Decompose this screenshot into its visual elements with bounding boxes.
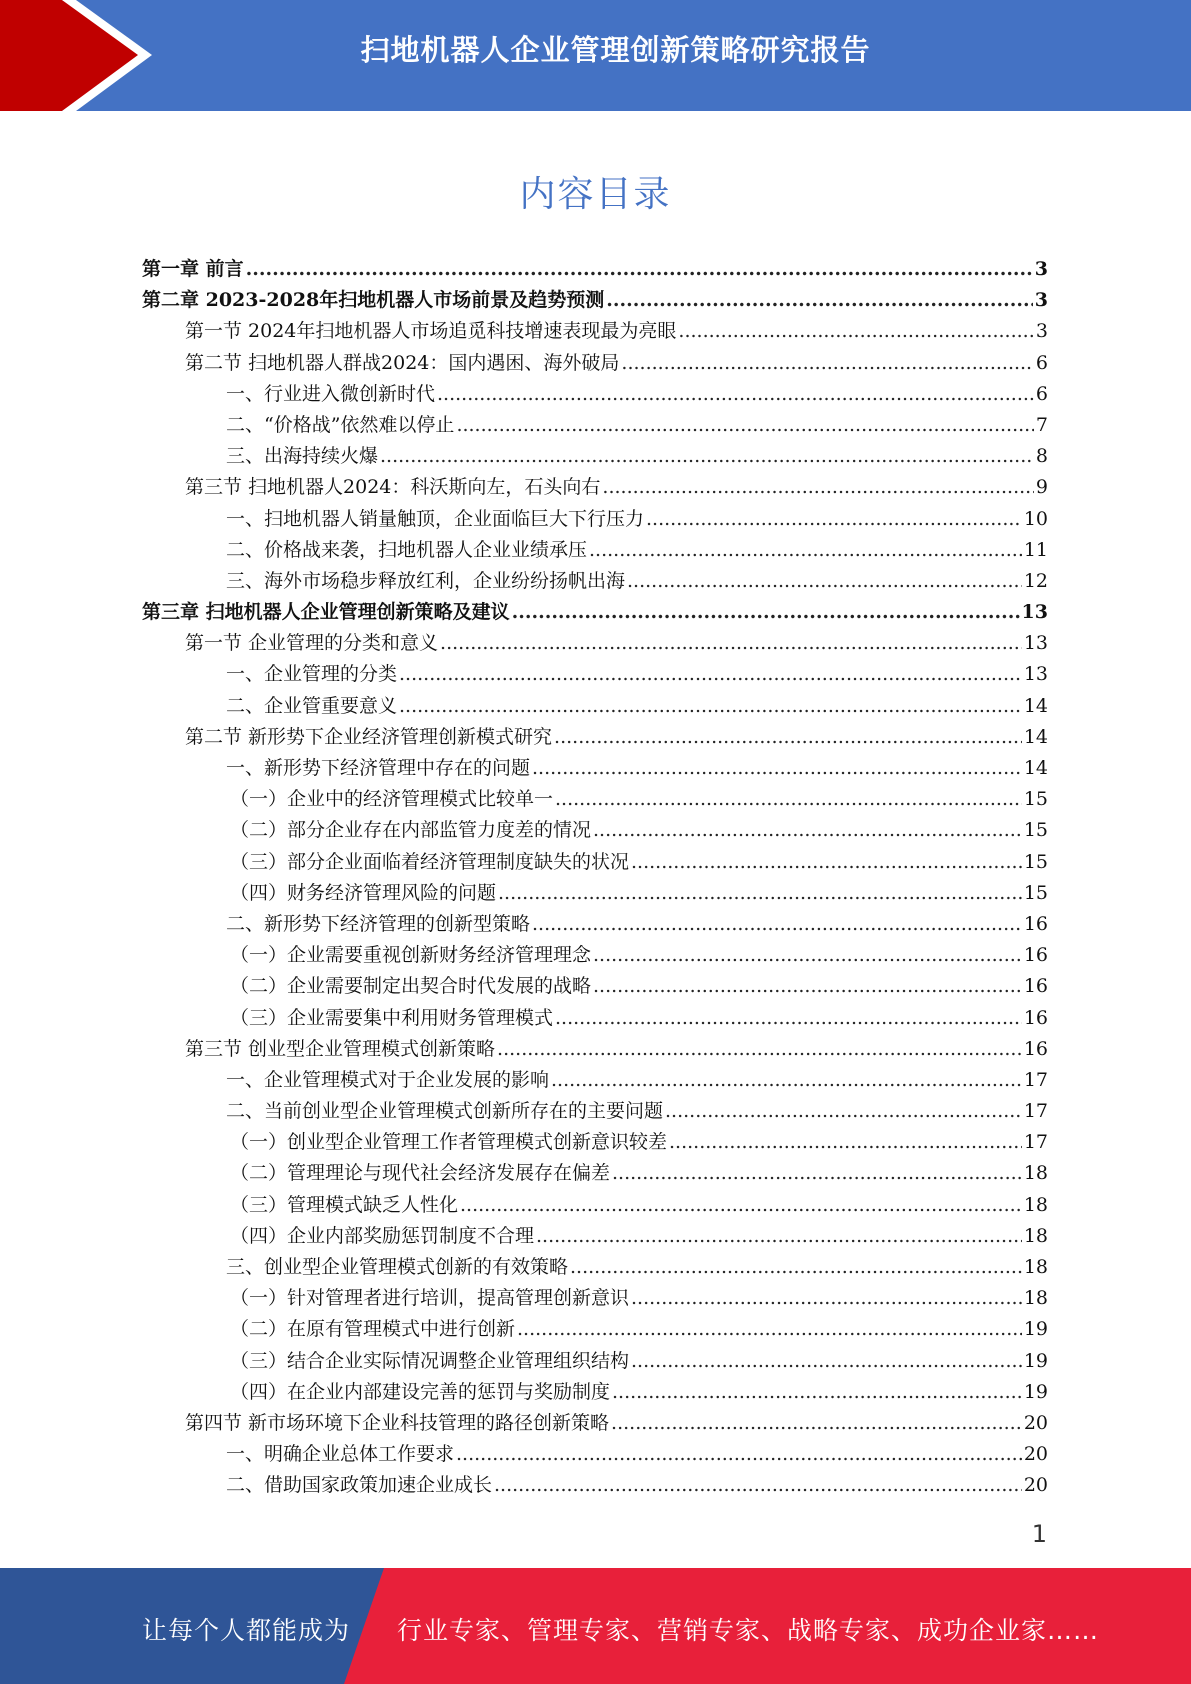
toc-entry-title: 一、企业管理的分类 (226, 663, 398, 686)
toc-entry-title: （四）在企业内部建设完善的惩罚与奖励制度 (230, 1380, 611, 1403)
toc-leader-dots (612, 1377, 1022, 1408)
toc-leader-dots (621, 348, 1034, 379)
toc-entry[interactable] (142, 971, 1048, 1002)
toc-entry-page: 20 (1023, 1474, 1048, 1497)
toc-leader-dots (497, 1034, 1022, 1065)
toc-entry-page: 12 (1023, 569, 1048, 592)
table-of-contents (142, 254, 1048, 1502)
toc-entry[interactable] (142, 379, 1048, 410)
toc-entry-title: （三）企业需要集中利用财务管理模式 (230, 1006, 554, 1029)
toc-entry[interactable] (142, 753, 1048, 784)
toc-entry[interactable] (142, 878, 1048, 909)
toc-entry-title: 一、行业进入微创新时代 (226, 382, 436, 405)
toc-entry-title: （二）在原有管理模式中进行创新 (230, 1318, 516, 1341)
toc-entry-page: 13 (1021, 601, 1048, 624)
footer-slogan-left: 让每个人都能成为 (142, 1616, 351, 1645)
toc-entry-page: 7 (1035, 413, 1048, 436)
toc-leader-dots (589, 535, 1022, 566)
toc-leader-dots (460, 1190, 1022, 1221)
toc-leader-dots (380, 441, 1034, 472)
toc-entry-title: 第二节 新形势下企业经济管理创新模式研究 (185, 725, 553, 748)
toc-entry[interactable] (142, 815, 1048, 846)
toc-entry-title: 第四节 新市场环境下企业科技管理的路径创新策略 (185, 1411, 610, 1434)
page-number: 1 (1031, 1520, 1047, 1548)
toc-entry[interactable] (142, 691, 1048, 722)
toc-leader-dots (678, 316, 1034, 347)
toc-entry-page: 18 (1023, 1224, 1048, 1247)
toc-entry[interactable] (142, 597, 1048, 628)
toc-entry[interactable] (142, 1127, 1048, 1158)
toc-entry[interactable] (142, 1190, 1048, 1221)
toc-leader-dots (517, 1314, 1022, 1345)
toc-leader-dots (456, 410, 1033, 441)
toc-entry[interactable] (142, 909, 1048, 940)
toc-leader-dots (602, 472, 1034, 503)
toc-entry[interactable] (142, 316, 1048, 347)
toc-entry-title: （四）企业内部奖励惩罚制度不合理 (230, 1224, 535, 1247)
toc-entry-title: 二、价格战来袭，扫地机器人企业业绩承压 (226, 538, 588, 561)
toc-entry[interactable] (142, 1408, 1048, 1439)
toc-entry[interactable] (142, 1065, 1048, 1096)
toc-entry-page: 8 (1035, 445, 1048, 468)
toc-entry[interactable] (142, 847, 1048, 878)
toc-leader-dots (631, 1283, 1022, 1314)
toc-entry[interactable] (142, 722, 1048, 753)
toc-entry[interactable] (142, 1377, 1048, 1408)
toc-entry[interactable] (142, 940, 1048, 971)
toc-leader-dots (665, 1096, 1022, 1127)
toc-entry-page: 17 (1023, 1068, 1048, 1091)
footer-slogan-right: 行业专家、管理专家、营销专家、战略专家、成功企业家…… (397, 1616, 1100, 1645)
toc-entry[interactable] (142, 1003, 1048, 1034)
toc-entry-title: （三）部分企业面临着经济管理制度缺失的状况 (230, 850, 630, 873)
toc-entry-page: 6 (1035, 382, 1048, 405)
toc-entry-title: 三、出海持续火爆 (226, 445, 379, 468)
toc-entry-title: （三）管理模式缺乏人性化 (230, 1193, 459, 1216)
toc-leader-dots (627, 566, 1022, 597)
toc-entry[interactable] (142, 784, 1048, 815)
toc-entry[interactable] (142, 1346, 1048, 1377)
toc-entry-title: 一、企业管理模式对于企业发展的影响 (226, 1068, 550, 1091)
toc-leader-dots (437, 379, 1034, 410)
toc-entry[interactable] (142, 1439, 1048, 1470)
toc-entry-page: 16 (1023, 1037, 1048, 1060)
toc-entry-page: 3 (1034, 258, 1048, 280)
toc-entry-page: 11 (1023, 538, 1048, 561)
toc-entry-page: 9 (1035, 476, 1048, 499)
toc-leader-dots (498, 878, 1022, 909)
toc-entry-page: 17 (1023, 1131, 1048, 1154)
toc-entry-title: 三、海外市场稳步释放红利，企业纷纷扬帆出海 (226, 569, 626, 592)
toc-entry[interactable] (142, 504, 1048, 535)
toc-leader-dots (570, 1252, 1022, 1283)
toc-entry-page: 10 (1023, 507, 1048, 530)
toc-entry-title: 二、新形势下经济管理的创新型策略 (226, 912, 531, 935)
toc-entry[interactable] (142, 1096, 1048, 1127)
toc-entry[interactable] (142, 254, 1048, 285)
toc-entry-page: 17 (1023, 1100, 1048, 1123)
toc-entry[interactable] (142, 410, 1048, 441)
toc-entry-page: 19 (1023, 1349, 1048, 1372)
toc-heading: 内容目录 (519, 174, 672, 215)
toc-entry-page: 18 (1023, 1256, 1048, 1278)
toc-entry[interactable] (142, 1158, 1048, 1189)
toc-entry[interactable] (142, 1283, 1048, 1314)
toc-leader-dots (494, 1470, 1022, 1501)
toc-entry-page: 16 (1023, 912, 1048, 935)
header-banner (0, 0, 1191, 111)
toc-entry-page: 15 (1023, 850, 1048, 873)
toc-entry-title: （一）企业中的经济管理模式比较单一 (230, 788, 554, 811)
toc-leader-dots (612, 1158, 1022, 1189)
toc-entry-page: 16 (1023, 975, 1048, 998)
toc-leader-dots (536, 1221, 1022, 1252)
toc-entry-page: 18 (1023, 1193, 1048, 1216)
toc-entry[interactable] (142, 535, 1048, 566)
toc-entry[interactable] (142, 1034, 1048, 1065)
toc-entry-title: 第三章 扫地机器人企业管理创新策略及建议 (142, 601, 510, 624)
toc-entry-page: 14 (1023, 725, 1048, 748)
toc-entry-title: （二）企业需要制定出契合时代发展的战略 (230, 975, 592, 998)
toc-entry-title: 第一章 前言 (142, 258, 244, 280)
toc-entry-page: 18 (1023, 1162, 1048, 1185)
toc-entry-page: 18 (1023, 1287, 1048, 1310)
report-title: 扫地机器人企业管理创新策略研究报告 (360, 33, 871, 67)
toc-entry-page: 15 (1023, 788, 1048, 811)
toc-entry-title: 一、扫地机器人销量触顶，企业面临巨大下行压力 (226, 507, 645, 530)
toc-entry-page: 19 (1023, 1380, 1048, 1403)
toc-entry[interactable] (142, 566, 1048, 597)
toc-entry-page: 3 (1035, 320, 1048, 343)
toc-entry-title: （二）部分企业存在内部监管力度差的情况 (230, 819, 592, 842)
toc-leader-dots (611, 1408, 1022, 1439)
toc-leader-dots (646, 504, 1022, 535)
toc-leader-dots (555, 784, 1022, 815)
toc-entry-title: 二、“价格战”依然难以停止 (226, 413, 455, 436)
toc-leader-dots (554, 722, 1022, 753)
toc-entry-title: 三、创业型企业管理模式创新的有效策略 (226, 1256, 569, 1278)
toc-entry-page: 15 (1023, 819, 1048, 842)
toc-entry-page: 19 (1023, 1318, 1048, 1341)
toc-entry-page: 20 (1023, 1411, 1048, 1434)
toc-entry[interactable] (142, 659, 1048, 690)
toc-entry-title: （一）针对管理者进行培训，提高管理创新意识 (230, 1287, 630, 1310)
toc-entry-title: （一）创业型企业管理工作者管理模式创新意识较差 (230, 1131, 668, 1154)
toc-entry-title: 第二节 扫地机器人群战2024：国内遇困、海外破局 (185, 351, 620, 374)
toc-leader-dots (532, 909, 1022, 940)
toc-entry-page: 16 (1023, 944, 1048, 967)
footer-banner (0, 1568, 1191, 1684)
toc-entry-title: 二、借助国家政策加速企业成长 (226, 1474, 493, 1497)
toc-entry[interactable] (142, 285, 1048, 316)
toc-leader-dots (456, 1439, 1022, 1470)
toc-entry-title: （三）结合企业实际情况调整企业管理组织结构 (230, 1349, 630, 1372)
toc-leader-dots (440, 628, 1022, 659)
toc-entry-title: 一、明确企业总体工作要求 (226, 1443, 455, 1466)
toc-entry-title: 第一节 2024年扫地机器人市场追觅科技增速表现最为亮眼 (185, 320, 677, 343)
toc-entry[interactable] (142, 348, 1048, 379)
toc-entry-page: 13 (1023, 663, 1048, 686)
toc-entry-page: 16 (1023, 1006, 1048, 1029)
toc-entry[interactable] (142, 472, 1048, 503)
toc-leader-dots (669, 1127, 1022, 1158)
toc-entry-page: 15 (1023, 881, 1048, 904)
toc-leader-dots (631, 847, 1022, 878)
toc-entry[interactable] (142, 1470, 1048, 1501)
toc-leader-dots (631, 1346, 1022, 1377)
toc-entry-title: 第二章 2023-2028年扫地机器人市场前景及趋势预测 (142, 289, 605, 312)
toc-entry-title: 二、当前创业型企业管理模式创新所存在的主要问题 (226, 1100, 664, 1123)
toc-leader-dots (593, 971, 1022, 1002)
toc-entry-title: 第三节 扫地机器人2024：科沃斯向左，石头向右 (185, 476, 601, 499)
toc-entry-title: （二）管理理论与现代社会经济发展存在偏差 (230, 1162, 611, 1185)
toc-entry-title: 第一节 企业管理的分类和意义 (185, 632, 439, 655)
toc-entry-page: 14 (1023, 694, 1048, 717)
toc-leader-dots (399, 691, 1022, 722)
toc-entry-title: 二、企业管重要意义 (226, 694, 398, 717)
toc-leader-dots (551, 1065, 1022, 1096)
toc-entry[interactable] (142, 1314, 1048, 1345)
toc-entry-title: 一、新形势下经济管理中存在的问题 (226, 757, 531, 779)
toc-entry-page: 14 (1023, 757, 1048, 779)
toc-entry[interactable] (142, 441, 1048, 472)
toc-entry-page: 6 (1035, 351, 1048, 374)
toc-entry-page: 20 (1023, 1443, 1048, 1466)
toc-entry-page: 13 (1023, 632, 1048, 655)
toc-leader-dots (512, 597, 1020, 628)
toc-entry-title: （一）企业需要重视创新财务经济管理理念 (230, 944, 592, 967)
toc-entry-title: 第三节 创业型企业管理模式创新策略 (185, 1037, 496, 1060)
toc-entry[interactable] (142, 1221, 1048, 1252)
toc-entry[interactable] (142, 1252, 1048, 1283)
toc-leader-dots (606, 285, 1033, 316)
toc-leader-dots (399, 659, 1022, 690)
toc-leader-dots (532, 753, 1022, 784)
toc-leader-dots (593, 940, 1022, 971)
toc-leader-dots (555, 1003, 1022, 1034)
toc-leader-dots (593, 815, 1022, 846)
toc-entry-title: （四）财务经济管理风险的问题 (230, 881, 497, 904)
toc-entry[interactable] (142, 628, 1048, 659)
toc-leader-dots (246, 254, 1033, 285)
toc-entry-page: 3 (1034, 289, 1048, 312)
